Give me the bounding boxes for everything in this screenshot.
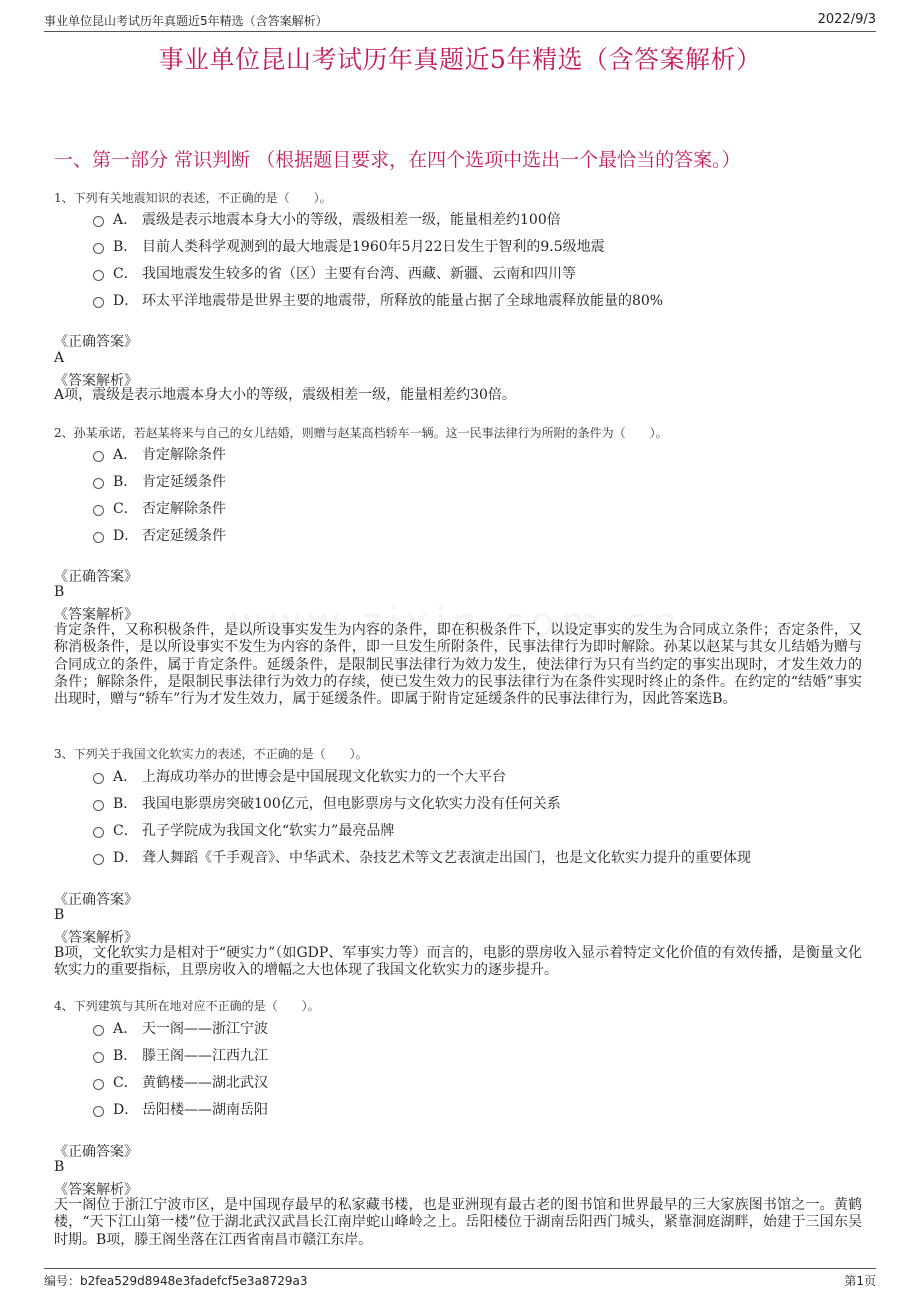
question-2-option-a[interactable] <box>93 444 226 464</box>
radio-icon[interactable] <box>93 800 104 811</box>
header-doc-title: 事业单位昆山考试历年真题近5年精选（含答案解析） <box>44 14 328 28</box>
option-letter: A． <box>113 1021 138 1037</box>
option-letter: B． <box>113 474 138 490</box>
option-text: 震级是表示地震本身大小的等级，震级相差一级，能量相差约100倍 <box>142 212 561 228</box>
question-1-option-d[interactable] <box>93 290 663 310</box>
footer-doc-id: 编号：b2fea529d8948e3fadefcf5e3a8729a3 <box>44 1274 308 1288</box>
question-3-option-c[interactable] <box>93 820 394 840</box>
question-1-option-c[interactable] <box>93 263 576 283</box>
option-text: 滕王阁——江西九江 <box>142 1048 268 1064</box>
question-4-answer: B <box>54 1159 65 1175</box>
question-4-option-b[interactable] <box>93 1045 268 1065</box>
radio-icon[interactable] <box>93 270 104 281</box>
radio-icon[interactable] <box>93 1106 104 1117</box>
question-3-option-d[interactable] <box>93 847 751 867</box>
option-text: 我国电影票房突破100亿元，但电影票房与文化软实力没有任何关系 <box>142 796 561 812</box>
correct-answer-label: 《正确答案》 <box>54 1144 138 1160</box>
header-divider <box>44 31 876 32</box>
question-4-option-d[interactable] <box>93 1099 268 1119</box>
option-letter: C． <box>113 823 138 839</box>
radio-icon[interactable] <box>93 451 104 462</box>
page-footer <box>44 1272 876 1289</box>
option-letter: A． <box>113 447 138 463</box>
question-1-explanation: A项，震级是表示地震本身大小的等级，震级相差一级，能量相差约30倍。 <box>54 387 516 403</box>
question-2-text: 2、孙某承诺，若赵某将来与自己的女儿结婚，则赠与赵某高档轿车一辆。这一民事法律行为所附的条件为（ ）。 <box>54 426 668 440</box>
question-3-option-a[interactable] <box>93 766 506 786</box>
radio-icon[interactable] <box>93 478 104 489</box>
correct-answer-label: 《正确答案》 <box>54 892 138 908</box>
analysis-label: 《答案解析》 <box>54 607 138 623</box>
correct-answer-label: 《正确答案》 <box>54 334 138 350</box>
question-1-answer: A <box>54 350 65 366</box>
analysis-label: 《答案解析》 <box>54 1182 138 1198</box>
question-3-answer: B <box>54 907 65 923</box>
question-4-option-c[interactable] <box>93 1072 268 1092</box>
option-letter: D． <box>113 850 139 866</box>
header-date: 2022/9/3 <box>817 12 876 27</box>
option-letter: C． <box>113 266 138 282</box>
option-text: 黄鹤楼——湖北武汉 <box>142 1075 268 1091</box>
question-3-text: 3、下列关于我国文化软实力的表述，不正确的是（ ）。 <box>54 747 368 761</box>
option-letter: C． <box>113 1075 138 1091</box>
question-2-answer: B <box>54 584 65 600</box>
option-letter: B． <box>113 1048 138 1064</box>
option-letter: A． <box>113 769 138 785</box>
footer-divider <box>44 1268 876 1269</box>
correct-answer-label: 《正确答案》 <box>54 569 138 585</box>
question-1-option-b[interactable] <box>93 236 605 256</box>
option-text: 天一阁——浙江宁波 <box>142 1021 268 1037</box>
question-1-option-a[interactable] <box>93 209 561 229</box>
option-text: 环太平洋地震带是世界主要的地震带，所释放的能量占据了全球地震释放能量的80% <box>142 293 664 309</box>
option-text: 孔子学院成为我国文化“软实力”最亮品牌 <box>142 823 395 839</box>
question-1-text: 1、下列有关地震知识的表述，不正确的是（ ）。 <box>54 191 332 205</box>
option-letter: D． <box>113 293 139 309</box>
option-letter: B． <box>113 796 138 812</box>
option-letter: C． <box>113 501 138 517</box>
question-2-explanation: 肯定条件，又称积极条件，是以所设事实发生为内容的条件，即在积极条件下，以设定事实的发生为合同成立条件；否定条件，又称消极条件，是以所设事实不发生为内容的条件，即一旦发生所附条件，民事法律行为即时解除。孙某以赵某与其女儿结婚为赠与合同成立的条件，属于肯定条件。延缓条件，是限制民事法律行为效力发生，使法律行为只有当约定的事实出现时，才发生效力的条件；解除条件，是限制民事法律行为效力的存续，使已发生效力的民事法律行为在条件实现时终止的条件。在约定的“结婚”事实出现时，赠与“轿车”行为才发生效力，属于延缓条件。即属于附肯定延缓条件的民事法律行为，因此答案选B。 <box>54 622 862 708</box>
radio-icon[interactable] <box>93 216 104 227</box>
radio-icon[interactable] <box>93 297 104 308</box>
question-4-explanation: 天一阁位于浙江宁波市区，是中国现存最早的私家藏书楼，也是亚洲现有最古老的图书馆和世界最早的三大家族图书馆之一。黄鹤楼，“天下江山第一楼”位于湖北武汉武昌长江南岸蛇山峰岭之上。岳阳楼位于湖南岳阳西门城头，紧靠洞庭湖畔，始建于三国东吴时期。B项，滕王阁坐落在江西省南昌市赣江东岸。 <box>54 1197 862 1248</box>
option-text: 否定延缓条件 <box>142 528 226 544</box>
radio-icon[interactable] <box>93 773 104 784</box>
option-letter: B． <box>113 239 138 255</box>
option-text: 聋人舞蹈《千手观音》、中华武术、杂技艺术等文艺表演走出国门，也是文化软实力提升的重要体现 <box>142 850 751 866</box>
option-text: 否定解除条件 <box>142 501 226 517</box>
question-4-option-a[interactable] <box>93 1018 268 1038</box>
option-letter: D． <box>113 528 139 544</box>
question-3-option-b[interactable] <box>93 793 561 813</box>
page-number: 第1页 <box>844 1274 876 1288</box>
question-2-option-b[interactable] <box>93 471 226 491</box>
radio-icon[interactable] <box>93 505 104 516</box>
radio-icon[interactable] <box>93 1025 104 1036</box>
radio-icon[interactable] <box>93 1052 104 1063</box>
option-text: 上海成功举办的世博会是中国展现文化软实力的一个大平台 <box>142 769 506 785</box>
page-title: 事业单位昆山考试历年真题近5年精选（含答案解析） <box>158 45 762 74</box>
option-text: 目前人类科学观测到的最大地震是1960年5月22日发生于智利的9.5级地震 <box>142 239 605 255</box>
radio-icon[interactable] <box>93 243 104 254</box>
question-2-option-d[interactable] <box>93 525 226 545</box>
question-4-text: 4、下列建筑与其所在地对应不正确的是（ ）。 <box>54 999 320 1013</box>
radio-icon[interactable] <box>93 1079 104 1090</box>
question-3-explanation: B项，文化软实力是相对于“硬实力”（如GDP、军事实力等）而言的，电影的票房收入显示着特定文化价值的有效传播，是衡量文化软实力的重要指标，且票房收入的增幅之大也体现了我国文化软实力的逐步提升。 <box>54 945 862 979</box>
analysis-label: 《答案解析》 <box>54 930 138 946</box>
radio-icon[interactable] <box>93 854 104 865</box>
option-letter: D． <box>113 1102 139 1118</box>
radio-icon[interactable] <box>93 532 104 543</box>
analysis-label: 《答案解析》 <box>54 373 138 389</box>
option-text: 肯定延缓条件 <box>142 474 226 490</box>
option-text: 我国地震发生较多的省（区）主要有台湾、西藏、新疆、云南和四川等 <box>142 266 576 282</box>
section-heading: 一、第一部分 常识判断 （根据题目要求，在四个选项中选出一个最恰当的答案。） <box>54 149 741 171</box>
question-2-option-c[interactable] <box>93 498 226 518</box>
radio-icon[interactable] <box>93 827 104 838</box>
page-header <box>44 12 876 32</box>
option-text: 肯定解除条件 <box>142 447 226 463</box>
option-text: 岳阳楼——湖南岳阳 <box>142 1102 268 1118</box>
option-letter: A． <box>113 212 138 228</box>
